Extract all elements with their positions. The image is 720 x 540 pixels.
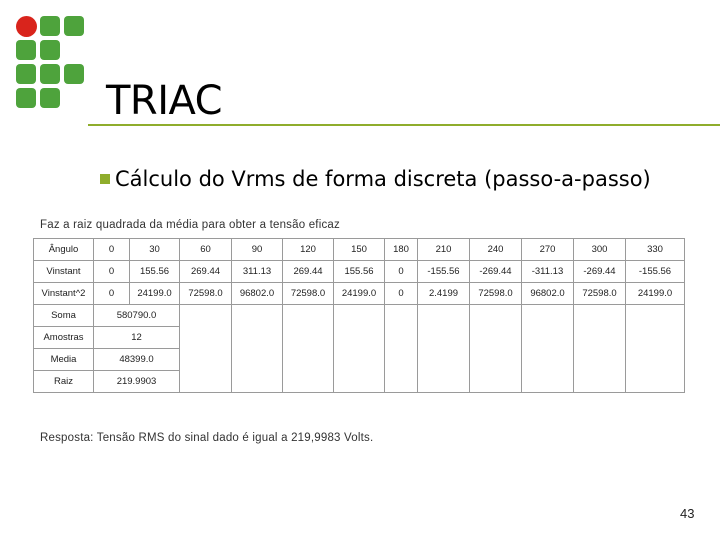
intro-text: Faz a raiz quadrada da média para obter a tensão eficaz — [40, 219, 340, 231]
table-row — [34, 261, 685, 283]
rms-calculation-table — [33, 238, 685, 393]
table-cell: 269.44 — [283, 261, 334, 283]
summary-value: 12 — [94, 327, 180, 349]
summary-row — [34, 305, 685, 327]
empty-cell — [522, 305, 574, 393]
empty-cell — [180, 305, 232, 393]
summary-label: Media — [34, 349, 94, 371]
table-cell: 150 — [334, 239, 385, 261]
logo-square — [16, 64, 36, 84]
empty-cell — [283, 305, 334, 393]
logo-red-circle — [16, 16, 37, 37]
table-cell: 96802.0 — [232, 283, 283, 305]
table-cell: -311.13 — [522, 261, 574, 283]
logo-square — [40, 16, 60, 36]
table-cell: 0 — [385, 283, 418, 305]
row-label: Vinstant — [34, 261, 94, 283]
empty-cell — [385, 305, 418, 393]
empty-cell — [626, 305, 685, 393]
logo-square — [16, 40, 36, 60]
table-cell: 30 — [130, 239, 180, 261]
table-cell: 72598.0 — [180, 283, 232, 305]
table-cell: 72598.0 — [574, 283, 626, 305]
summary-label: Amostras — [34, 327, 94, 349]
summary-label: Raiz — [34, 371, 94, 393]
logo-square — [64, 16, 84, 36]
logo-square — [40, 40, 60, 60]
slide-title: TRIAC — [106, 78, 223, 124]
table-cell: 180 — [385, 239, 418, 261]
empty-cell — [418, 305, 470, 393]
table-cell: 96802.0 — [522, 283, 574, 305]
logo-square — [64, 64, 84, 84]
table-cell: 210 — [418, 239, 470, 261]
summary-value: 48399.0 — [94, 349, 180, 371]
table-cell: 300 — [574, 239, 626, 261]
table-cell: 155.56 — [334, 261, 385, 283]
table-cell: -155.56 — [418, 261, 470, 283]
table-cell: 72598.0 — [283, 283, 334, 305]
row-label: Ângulo — [34, 239, 94, 261]
logo-square — [40, 64, 60, 84]
summary-label: Soma — [34, 305, 94, 327]
table-cell: -269.44 — [574, 261, 626, 283]
logo-square — [40, 88, 60, 108]
empty-cell — [574, 305, 626, 393]
table-cell: 90 — [232, 239, 283, 261]
table-cell: 0 — [94, 261, 130, 283]
answer-text: Resposta: Tensão RMS do sinal dado é igual a 219,9983 Volts. — [40, 432, 374, 444]
table-cell: -155.56 — [626, 261, 685, 283]
page-number: 43 — [680, 506, 695, 521]
table-cell: 0 — [94, 239, 130, 261]
table-row — [34, 283, 685, 305]
summary-value: 580790.0 — [94, 305, 180, 327]
title-underline — [88, 124, 720, 126]
table-cell: 72598.0 — [470, 283, 522, 305]
empty-cell — [470, 305, 522, 393]
table-cell: 269.44 — [180, 261, 232, 283]
table-cell: 120 — [283, 239, 334, 261]
table-cell: 24199.0 — [334, 283, 385, 305]
row-label: Vinstant^2 — [34, 283, 94, 305]
institution-logo — [14, 14, 88, 110]
table-cell: 270 — [522, 239, 574, 261]
table-row — [34, 239, 685, 261]
table-cell: 24199.0 — [130, 283, 180, 305]
table-cell: 330 — [626, 239, 685, 261]
table-cell: 0 — [94, 283, 130, 305]
table-cell: 24199.0 — [626, 283, 685, 305]
empty-cell — [334, 305, 385, 393]
table-cell: 155.56 — [130, 261, 180, 283]
table-cell: 60 — [180, 239, 232, 261]
bullet-item — [100, 165, 651, 193]
empty-cell — [232, 305, 283, 393]
square-bullet-icon — [100, 174, 110, 184]
bullet-text: Cálculo do Vrms de forma discreta (passo-a-passo) — [115, 167, 651, 191]
logo-square — [16, 88, 36, 108]
table-cell: -269.44 — [470, 261, 522, 283]
table-cell: 311.13 — [232, 261, 283, 283]
table-cell: 240 — [470, 239, 522, 261]
summary-value: 219.9903 — [94, 371, 180, 393]
table-cell: 2.4199 — [418, 283, 470, 305]
table-cell: 0 — [385, 261, 418, 283]
